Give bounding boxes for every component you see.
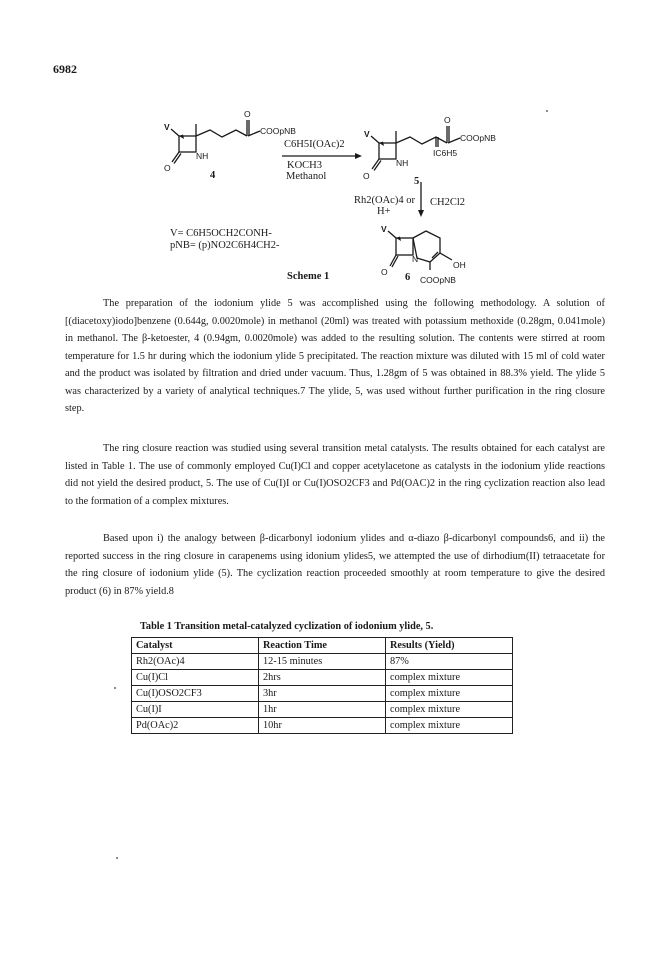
- header-results: Results (Yield): [386, 638, 513, 654]
- cell-catalyst: Rh2(OAc)4: [132, 654, 259, 670]
- lactam-o-label-4: O: [164, 163, 171, 173]
- cell-result: complex mixture: [386, 686, 513, 702]
- cell-time: 3hr: [259, 686, 386, 702]
- header-catalyst: Catalyst: [132, 638, 259, 654]
- scan-speck: [114, 687, 116, 689]
- compound-5-number: 5: [414, 176, 420, 187]
- scan-speck: [546, 110, 548, 112]
- catalyst-table: [131, 637, 513, 734]
- cell-time: 1hr: [259, 702, 386, 718]
- table-header-row: [132, 638, 513, 654]
- cell-result: 87%: [386, 654, 513, 670]
- reaction-scheme: [150, 100, 550, 300]
- cell-time: 12-15 minutes: [259, 654, 386, 670]
- v-group-label-4: V: [164, 122, 170, 132]
- table-title: Table 1 Transition metal-catalyzed cyclization of iodonium ylide, 5.: [140, 621, 434, 632]
- ester-label-4: COOpNB: [260, 126, 296, 136]
- header-reaction-time: Reaction Time: [259, 638, 386, 654]
- cell-time: 10hr: [259, 718, 386, 734]
- ester-label-5: COOpNB: [460, 133, 496, 143]
- paragraph-rhodium-result: Based upon i) the analogy between β-dicarbonyl iodonium ylides and α-diazo β-dicarbonyl compounds6, and ii) the reported success in the ring closure in carapenems using idonium ylides5, we attempted the use of dirhodium(II) tetraacetate for the ring closure of iodonium ylide (5). The cyclization reaction proceeded smoothly at room temperature to give the desired product (6) in 87% yield.8: [65, 533, 605, 597]
- paragraph-ring-closure: The ring closure reaction was studied using several transition metal catalysts. The results obtained for each catalyst are listed in Table 1. The use of commonly employed Cu(I)Cl and copper acetylacetone as catalysts in the iodonium ylide reactions did not yield the desired product, 5. The use of Cu(I)I or Cu(I)OSO2CF3 and Pd(OAC)2 in the ring cyclization reaction also lead to the formation of a complex mixtures.: [65, 443, 605, 507]
- reagent-solvent: Methanol: [286, 171, 327, 182]
- table-row: [132, 686, 513, 702]
- v-group-label-5: V: [364, 129, 370, 139]
- reagent-acid: H+: [377, 206, 391, 217]
- nh-label-5: NH: [396, 158, 409, 168]
- table-row: [132, 702, 513, 718]
- cell-result: complex mixture: [386, 670, 513, 686]
- page-number: 6982: [53, 62, 77, 76]
- table-row: [132, 670, 513, 686]
- compound-4-structure: [171, 120, 260, 164]
- cell-catalyst: Cu(I)OSO2CF3: [132, 686, 259, 702]
- reagent-ch2cl2: CH2Cl2: [430, 197, 466, 208]
- scheme-caption: Scheme 1: [287, 271, 330, 282]
- n-atom-label-6: N: [412, 254, 419, 264]
- reagent-top: C6H5I(OAc)2: [284, 139, 345, 150]
- lactam-o-label-5: O: [363, 171, 370, 181]
- carbonyl-o-label-5: O: [444, 115, 451, 125]
- cell-time: 2hrs: [259, 670, 386, 686]
- ester-label-6: COOpNB: [420, 275, 456, 285]
- carbonyl-o-label-4: O: [244, 109, 251, 119]
- cell-result: complex mixture: [386, 702, 513, 718]
- table-row: [132, 718, 513, 734]
- compound-4-number: 4: [210, 170, 216, 181]
- legend-v: V= C6H5OCH2CONH-: [170, 228, 272, 239]
- legend-pnb: pNB= (p)NO2C6H4CH2-: [170, 240, 280, 251]
- reagent-catalyst: Rh2(OAc)4 or: [354, 195, 415, 206]
- oh-label: OH: [453, 260, 466, 270]
- scheme-legend: [170, 228, 279, 252]
- cell-catalyst: Pd(OAc)2: [132, 718, 259, 734]
- lactam-o-label-6: O: [381, 267, 388, 277]
- compound-6-structure: [388, 231, 452, 270]
- cell-catalyst: Cu(I)I: [132, 702, 259, 718]
- reagent-base: KOCH3: [287, 160, 323, 171]
- table-row: [132, 654, 513, 670]
- paragraph-ylide-preparation: The preparation of the iodonium ylide 5 was accomplished using the following methodology. A solution of [(diacetoxy)iodo]benzene (0.644g, 0.0020mole) in methanol (20ml) was treated with potassium methoxide (0.28gm, 0.041mole) in methanol. The β-ketoester, 4 (0.94gm, 0.0020mole) was added to the resulting solution. The contents were stirred at room temperature for 1.5 hr during which the iodonium ylide 5 precipitated. The reaction mixture was diluted with 15 ml of cold water and the product was isolated by filtration and dried under vacuum. Thus, 1.28gm of 5 was obtained in 88.3% yield. The ylide 5 was characterized by a variety of analytical techniques.7 The ylide, 5, was used without further purification in the ring closure step.: [65, 298, 605, 414]
- compound-6-number: 6: [405, 272, 411, 283]
- nh-label-4: NH: [196, 151, 209, 161]
- scheme-structures: [150, 100, 550, 300]
- v-group-label-6: V: [381, 224, 387, 234]
- cell-result: complex mixture: [386, 718, 513, 734]
- scan-speck: [116, 857, 118, 859]
- iodonium-label: IC6H5: [433, 148, 458, 158]
- cell-catalyst: Cu(I)Cl: [132, 670, 259, 686]
